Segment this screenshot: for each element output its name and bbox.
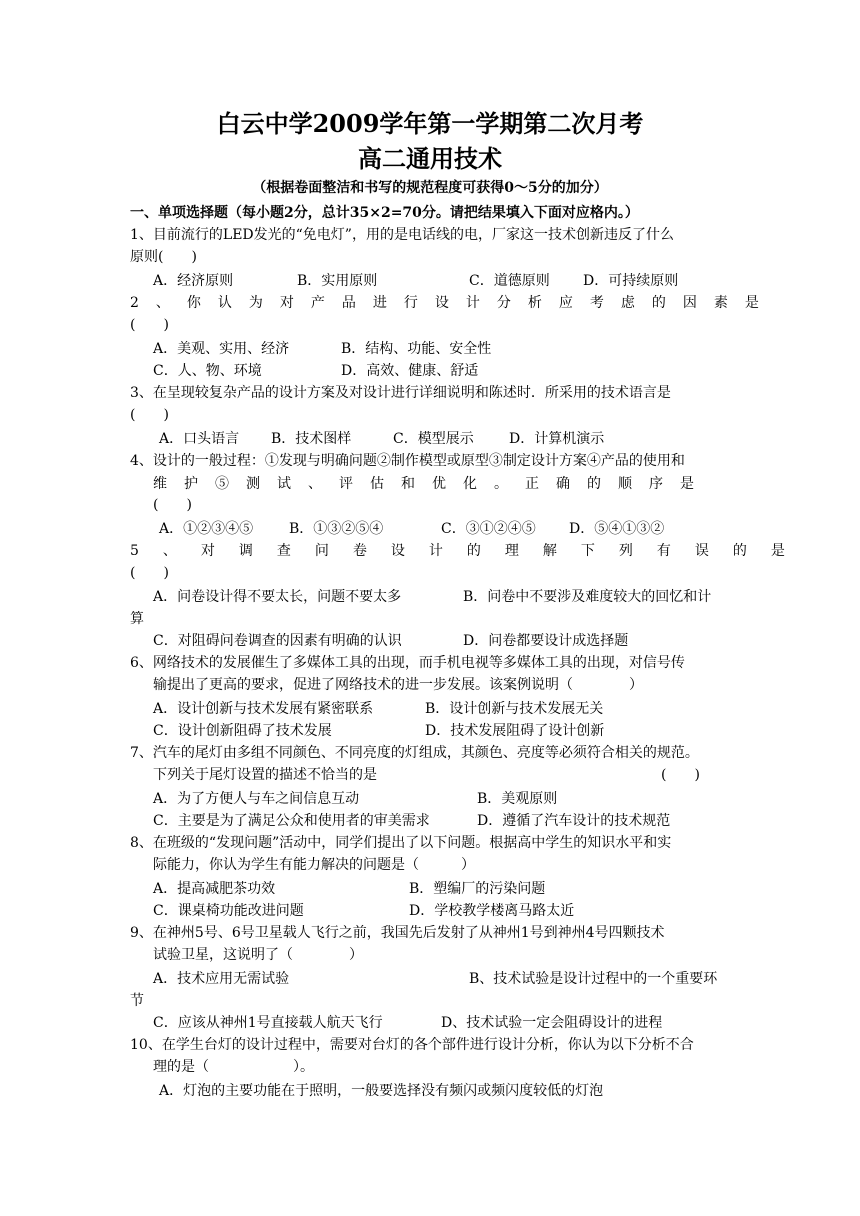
- question-2-option-a: A．美观、实用、经济: [153, 341, 290, 357]
- question-10-option-a: A．灯泡的主要功能在于照明，一般要选择没有频闪或频闪度较低的灯泡: [159, 1083, 604, 1099]
- question-2-option-b: B．结构、功能、安全性: [341, 341, 492, 357]
- question-5-option-b-wrap: 算: [130, 611, 144, 627]
- question-8-option-a: A．提高减肥茶功效: [153, 881, 276, 897]
- section-heading: 一、单项选择题（每小题2分，总计35×2=70分。请把结果填入下面对应格内。）: [130, 205, 639, 221]
- question-4-line-1: 4、设计的一般过程：①发现与明确问题②制作模型或原型③制定设计方案④产品的使用和: [130, 453, 685, 469]
- question-1-option-b: B．实用原则: [297, 273, 378, 289]
- question-3-option-c: C．模型展示: [393, 431, 474, 447]
- question-9-line-1: 9、在神州5号、6号卫星载人飞行之前，我国先后发射了从神州1号到神州4号四颗技术: [130, 925, 665, 941]
- question-9-option-a: A．技术应用无需试验: [153, 971, 290, 987]
- question-8-option-c: C．课桌椅功能改进问题: [153, 903, 304, 919]
- question-1-line-1: 1、目前流行的LED发光的“免电灯”，用的是电话线的电，厂家这一技术创新违反了什么: [130, 227, 674, 243]
- question-2-line-2: ( ): [130, 317, 169, 333]
- question-6-option-c: C．设计创新阻碍了技术发展: [153, 723, 332, 739]
- question-9-line-2: 试验卫星，这说明了（ ）: [153, 947, 363, 963]
- question-7-option-d: D．遵循了汽车设计的技术规范: [477, 813, 671, 829]
- question-1-option-d: D．可持续原则: [583, 273, 679, 289]
- question-3-line-2: ( ): [130, 407, 169, 423]
- question-2-option-c: C．人、物、环境: [153, 363, 262, 379]
- question-1-line-2: 原则( ): [130, 249, 197, 265]
- question-5-line-2: ( ): [130, 565, 169, 581]
- question-9-option-b: B、技术试验是设计过程中的一个重要环: [469, 971, 718, 987]
- question-3-line-1: 3、在呈现较复杂产品的设计方案及对设计进行详细说明和陈述时．所采用的技术语言是: [130, 385, 671, 401]
- question-10-line-1: 10、在学生台灯的设计过程中，需要对台灯的各个部件进行设计分析，你认为以下分析不合: [130, 1037, 694, 1053]
- question-6-line-2: 输提出了更高的要求，促进了网络技术的进一步发展。该案例说明（ ）: [153, 677, 643, 693]
- question-4-option-b: B．①③②⑤④: [289, 521, 384, 537]
- question-10-line-2: 理的是（ ）。: [153, 1059, 314, 1075]
- question-4-option-a: A．①②③④⑤: [159, 521, 254, 537]
- question-6-option-d: D．技术发展阻碍了设计创新: [425, 723, 605, 739]
- question-7-line-2: 下列关于尾灯设置的描述不恰当的是: [153, 767, 377, 783]
- question-3-option-b: B．技术图样: [271, 431, 352, 447]
- question-7-option-a: A．为了方便人与车之间信息互动: [153, 791, 360, 807]
- question-2-option-d: D．高效、健康、舒适: [341, 363, 479, 379]
- question-8-option-b: B．塑编厂的污染问题: [409, 881, 546, 897]
- question-3-option-a: A．口头语言: [159, 431, 240, 447]
- question-9-option-b-wrap: 节: [130, 993, 144, 1009]
- question-1-option-c: C．道德原则: [469, 273, 550, 289]
- question-6-option-a: A．设计创新与技术发展有紧密联系: [153, 701, 374, 717]
- question-8-option-d: D．学校教学楼离马路太近: [409, 903, 575, 919]
- question-7-line-1: 7、汽车的尾灯由多组不同颜色、不同亮度的灯组成，其颜色、亮度等必须符合相关的规范。: [130, 745, 699, 761]
- question-5-option-c: C．对阻碍问卷调查的因素有明确的认识: [153, 633, 402, 649]
- question-5-line-1: 5、对调查问卷设计的理解下列有误的是: [130, 543, 809, 559]
- question-4-line-3: ( ): [153, 497, 192, 513]
- question-4-option-d: D．⑤④①③②: [569, 521, 665, 537]
- question-7-option-b: B．美观原则: [477, 791, 558, 807]
- question-8-line-2: 际能力，你认为学生有能力解决的问题是（ ）: [153, 857, 475, 873]
- question-6-option-b: B．设计创新与技术发展无关: [425, 701, 604, 717]
- question-5-option-d: D．问卷都要设计成选择题: [463, 633, 629, 649]
- question-4-option-c: C．③①②④⑤: [441, 521, 536, 537]
- question-1-option-a: A．经济原则: [153, 273, 234, 289]
- question-2-line-1: 2、你认为对产品进行设计分析应考虑的因素是: [130, 295, 776, 311]
- bonus-note: （根据卷面整洁和书写的规范程度可获得0～5分的加分）: [252, 180, 608, 196]
- question-8-line-1: 8、在班级的“发现问题”活动中，同学们提出了以下问题。根据高中学生的知识水平和实: [130, 835, 672, 851]
- question-7-option-c: C．主要是为了满足公众和使用者的审美需求: [153, 813, 430, 829]
- question-4-line-2: 维护⑤测试、评估和优化。正确的顺序是: [153, 476, 711, 492]
- exam-subject: 高二通用技术: [358, 144, 502, 173]
- question-9-option-c: C．应该从神州1号直接载人航天飞行: [153, 1015, 383, 1031]
- question-3-option-d: D．计算机演示: [509, 431, 605, 447]
- question-7-answer-slot: ( ): [661, 767, 700, 783]
- question-9-option-d: D、技术试验一定会阻碍设计的进程: [441, 1015, 663, 1031]
- question-5-option-a: A．问卷设计得不要太长，问题不要太多: [153, 589, 402, 605]
- question-5-option-b: B．问卷中不要涉及难度较大的回忆和计: [463, 589, 712, 605]
- question-6-line-1: 6、网络技术的发展催生了多媒体工具的出现，而手机电视等多媒体工具的出现，对信号传: [130, 655, 685, 671]
- exam-title: 白云中学2009学年第一学期第二次月考: [216, 109, 644, 138]
